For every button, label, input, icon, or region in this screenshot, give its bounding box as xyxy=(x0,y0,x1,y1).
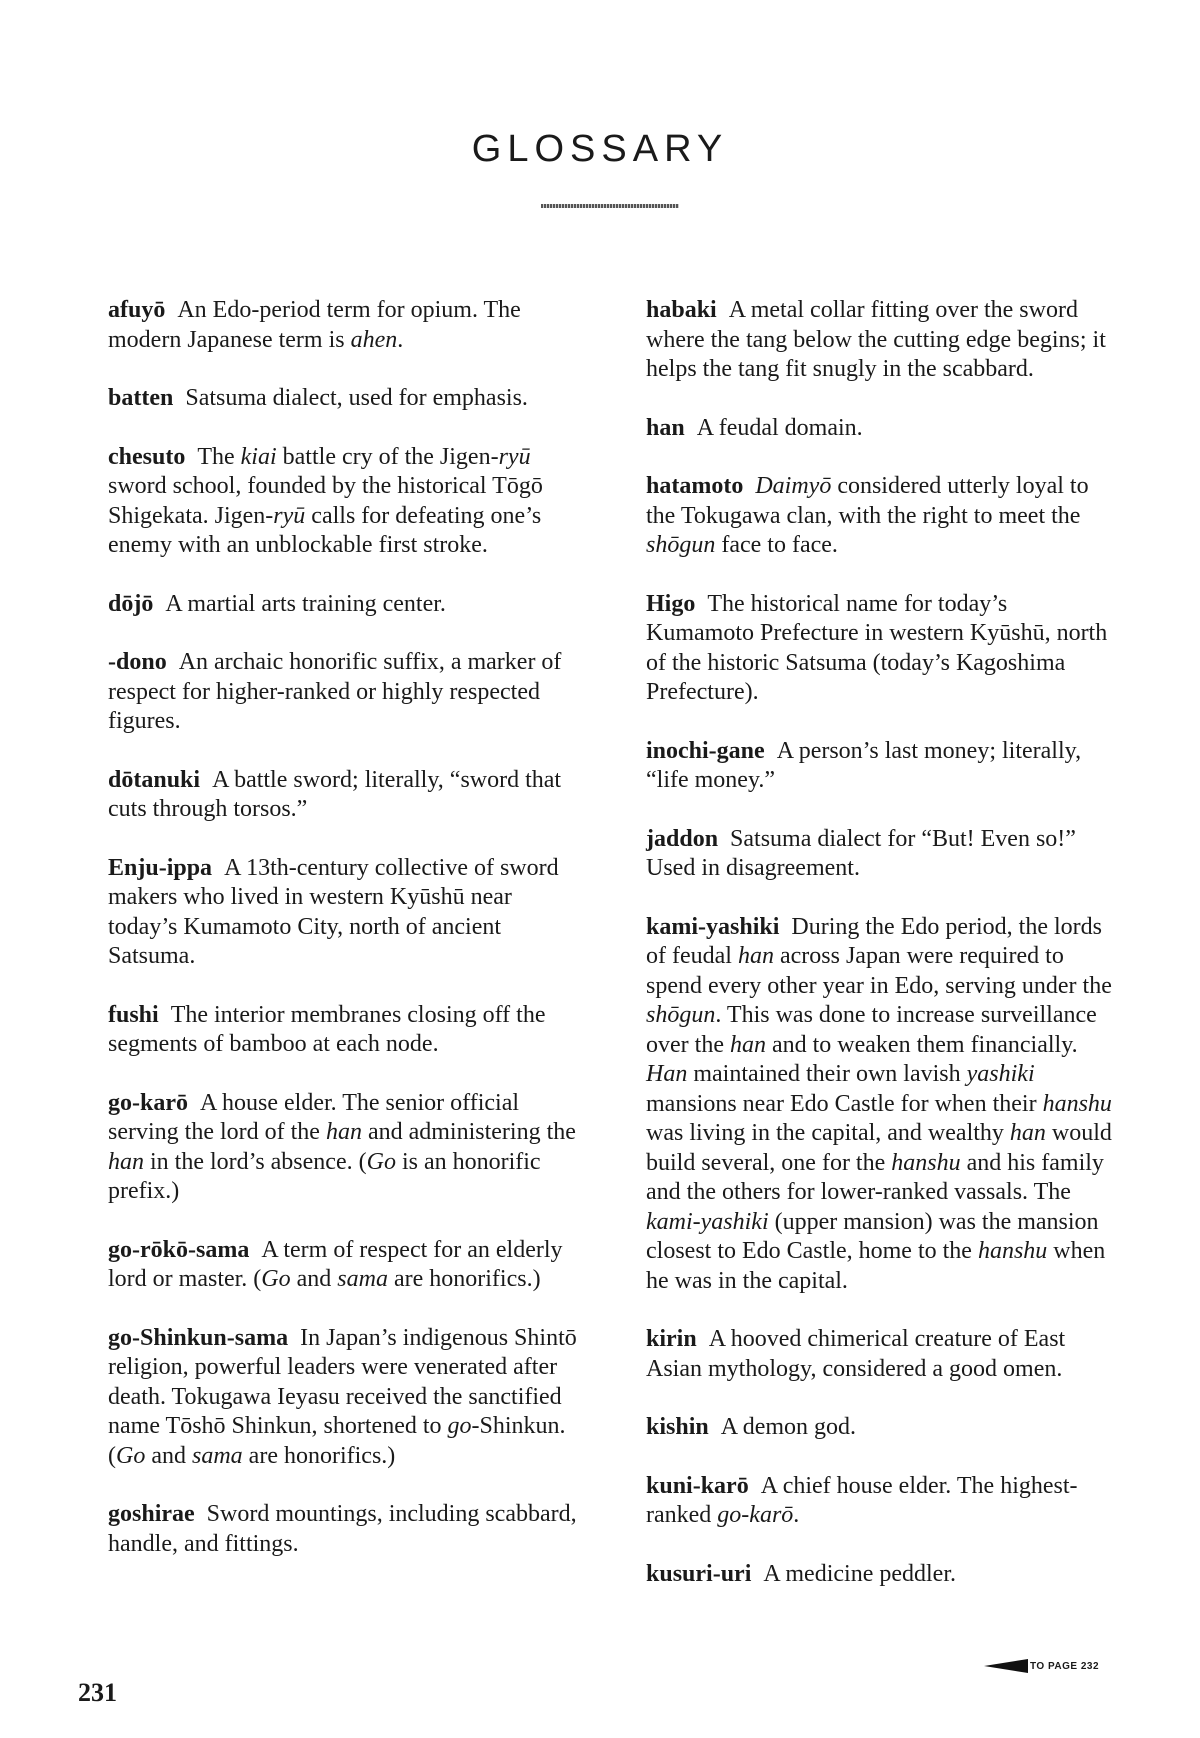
definition-text: Sword mountings, including scabbard, handle, and fittings. xyxy=(108,1501,577,1557)
definition-text: The xyxy=(197,443,241,470)
glossary-definition xyxy=(108,649,561,734)
glossary-definition xyxy=(697,415,863,441)
glossary-term: kirin xyxy=(646,1326,697,1352)
definition-text: maintained their own lavish xyxy=(687,1061,967,1087)
italic-term: han xyxy=(325,1119,362,1145)
italic-term: Go xyxy=(116,1442,146,1469)
definition-text: A house elder. The senior official serving the lord of the xyxy=(108,1089,520,1145)
glossary-entry xyxy=(108,384,586,414)
glossary-entry xyxy=(108,1001,586,1060)
glossary-entry xyxy=(646,472,1116,561)
italic-term: han xyxy=(729,1031,766,1058)
definition-text: A medicine peddler. xyxy=(763,1560,956,1587)
glossary-term: inochi-gane xyxy=(646,737,765,764)
definition-text: sword school, founded by the historical Tōgō Shigekata. Jigen- xyxy=(108,473,543,529)
title-divider xyxy=(541,204,679,208)
glossary-entry xyxy=(646,1413,1116,1443)
glossary-term: goshirae xyxy=(108,1501,195,1527)
glossary-entry xyxy=(646,737,1116,796)
glossary-term: go-rōkō-sama xyxy=(108,1236,250,1263)
glossary-entry xyxy=(108,1324,586,1472)
definition-text: A martial arts training center. xyxy=(165,590,446,617)
italic-term: kami-yashiki xyxy=(646,1208,769,1235)
glossary-entry xyxy=(646,913,1116,1297)
glossary-entry xyxy=(646,296,1116,385)
italic-term: sama xyxy=(192,1442,243,1469)
definition-text: and administering the xyxy=(361,1119,576,1145)
glossary-term: Higo xyxy=(646,590,696,617)
glossary-term: chesuto xyxy=(108,443,186,470)
glossary-term: jaddon xyxy=(646,825,719,852)
glossary-entry xyxy=(108,648,586,737)
glossary-entry xyxy=(646,1472,1116,1531)
definition-text: is an honorific prefix.) xyxy=(108,1148,541,1204)
definition-text: when he was in the capital. xyxy=(646,1238,1106,1294)
definition-text: considered utterly loyal to the Tokugawa clan, with the right to meet the xyxy=(646,473,1089,529)
glossary-left-column xyxy=(108,296,586,1588)
definition-text: A term of respect for an elderly lord or master. ( xyxy=(108,1236,563,1292)
italic-term: Han xyxy=(646,1061,688,1087)
arrow-left-icon xyxy=(984,1659,1028,1673)
glossary-entry xyxy=(108,766,586,825)
glossary-term: dōjō xyxy=(108,590,154,617)
italic-term: han xyxy=(108,1148,144,1175)
definition-text: . xyxy=(793,1502,800,1528)
next-page-label: TO PAGE 232 xyxy=(1030,1660,1100,1672)
definition-text: A metal collar fitting over the sword where the tang below the cutting edge begins; it helps the tang fit snugly in the scabbard. xyxy=(646,297,1106,382)
page-number: 231 xyxy=(78,1678,117,1707)
glossary-term: afuyō xyxy=(108,297,166,323)
definition-text: -Shinkun. ( xyxy=(108,1413,566,1469)
glossary-term: habaki xyxy=(646,297,717,323)
glossary-definition xyxy=(721,1414,856,1440)
definition-text: face to face. xyxy=(715,532,838,558)
glossary-term: go-Shinkun-sama xyxy=(108,1324,289,1351)
definition-text: A 13th-century collective of sword makers who lived in western Kyūshū near today’s Kumamoto City, north of ancient Satsuma. xyxy=(108,854,559,969)
glossary-definition xyxy=(185,385,528,411)
definition-text: in the lord’s absence. ( xyxy=(144,1148,367,1175)
glossary-entry xyxy=(108,1089,586,1207)
definition-text: and xyxy=(290,1266,338,1292)
glossary-entry xyxy=(108,590,586,620)
glossary-definition xyxy=(646,591,1107,706)
italic-term: Go xyxy=(261,1266,291,1292)
glossary-definition xyxy=(108,297,521,353)
glossary-definition xyxy=(646,914,1112,1294)
definition-text: calls for defeating one’s enemy with an unblockable first stroke. xyxy=(108,502,542,558)
definition-text: An Edo-period term for opium. The modern Japanese term is xyxy=(108,297,521,353)
italic-term: Daimyō xyxy=(755,473,832,499)
glossary-entry xyxy=(646,590,1116,708)
definition-text: Satsuma dialect for “But! Even so!” Used in disagreement. xyxy=(646,825,1076,881)
italic-term: han xyxy=(737,943,774,969)
glossary-term: kishin xyxy=(646,1414,709,1440)
definition-text: A hooved chimerical creature of East Asian mythology, considered a good omen. xyxy=(646,1326,1066,1382)
italic-term: ryū xyxy=(273,502,306,529)
glossary-entry xyxy=(646,1325,1116,1384)
definition-text: are honorifics.) xyxy=(242,1442,396,1469)
glossary-definition xyxy=(763,1561,956,1587)
definition-text: . This was done to increase surveillance over the xyxy=(646,1002,1097,1058)
glossary-term: hatamoto xyxy=(646,473,744,499)
italic-term: hanshu xyxy=(891,1149,961,1176)
glossary-entry xyxy=(646,825,1116,884)
glossary-definition xyxy=(108,1002,545,1058)
glossary-term: batten xyxy=(108,385,174,411)
glossary-entry xyxy=(108,1500,586,1559)
italic-term: han xyxy=(1009,1120,1046,1146)
definition-text: In Japan’s indigenous Shintō religion, powerful leaders were venerated after death. Tokugawa Ieyasu received the sanctified name Tōshō Shinkun, shortened to xyxy=(108,1324,577,1439)
italic-term: hanshu xyxy=(1042,1090,1112,1117)
glossary-definition xyxy=(646,1326,1065,1382)
definition-text: and his family and the others for lower-ranked vassals. The xyxy=(646,1149,1104,1205)
definition-text: are honorifics.) xyxy=(387,1266,541,1292)
glossary-term: han xyxy=(646,414,685,441)
definition-text: A person’s last money; literally, “life money.” xyxy=(646,737,1082,793)
definition-text: During the Edo period, the lords of feudal xyxy=(646,913,1102,969)
definition-text: The historical name for today’s Kumamoto Prefecture in western Kyūshū, north of the historic Satsuma (today’s Kagoshima Prefecture). xyxy=(646,590,1108,705)
definition-text: An archaic honorific suffix, a marker of respect for higher-ranked or highly respected figures. xyxy=(108,649,562,734)
definition-text: Satsuma dialect, used for emphasis. xyxy=(185,385,528,411)
definition-text: across Japan were required to spend every other year in Edo, serving under the xyxy=(646,943,1112,999)
glossary-entry xyxy=(108,296,586,355)
italic-term: ahen xyxy=(350,326,398,353)
glossary-entry xyxy=(108,1236,586,1295)
glossary-term: kusuri-uri xyxy=(646,1560,752,1587)
glossary-entry xyxy=(108,854,586,972)
glossary-term: Enju-ippa xyxy=(108,854,213,881)
definition-text: A feudal domain. xyxy=(696,414,863,441)
glossary-entry xyxy=(108,443,586,561)
italic-term: sama xyxy=(337,1266,388,1292)
page-title: GLOSSARY xyxy=(471,128,729,170)
italic-term: go xyxy=(447,1413,472,1439)
next-page-indicator xyxy=(984,1659,1099,1673)
glossary-term: dōtanuki xyxy=(108,766,201,793)
definition-text: The interior membranes closing off the segments of bamboo at each node. xyxy=(108,1001,546,1057)
glossary-term: fushi xyxy=(108,1001,159,1028)
italic-term: shōgun xyxy=(646,532,716,558)
definition-text: . xyxy=(397,326,404,353)
glossary-term: go-karō xyxy=(108,1089,188,1116)
italic-term: go-karō xyxy=(717,1502,794,1528)
glossary-definition xyxy=(165,591,446,617)
definition-text: and to weaken them financially. xyxy=(765,1031,1078,1058)
definition-text: and xyxy=(145,1442,192,1469)
definition-text: mansions near Edo Castle for when their xyxy=(646,1090,1043,1117)
glossary-right-column xyxy=(646,296,1116,1618)
definition-text: (upper mansion) was the mansion closest to Edo Castle, home to the xyxy=(646,1208,1099,1264)
definition-text: A battle sword; literally, “sword that cuts through torsos.” xyxy=(108,766,562,822)
glossary-entry xyxy=(646,1560,1116,1590)
definition-text: was living in the capital, and wealthy xyxy=(646,1120,1010,1146)
italic-term: ryū xyxy=(498,443,531,470)
glossary-term: kami-yashiki xyxy=(646,913,780,940)
italic-term: Go xyxy=(366,1148,396,1175)
italic-term: yashiki xyxy=(966,1061,1035,1087)
definition-text: A demon god. xyxy=(720,1414,857,1440)
definition-text: A chief house elder. The highest-ranked xyxy=(646,1472,1078,1528)
definition-text: battle cry of the Jigen- xyxy=(276,443,499,470)
definition-text: would build several, one for the xyxy=(646,1120,1112,1176)
glossary-term: kuni-karō xyxy=(646,1472,749,1499)
glossary-term: -dono xyxy=(108,649,167,675)
glossary-entry xyxy=(646,414,1116,444)
italic-term: hanshu xyxy=(977,1238,1048,1264)
italic-term: kiai xyxy=(240,443,277,470)
italic-term: shōgun xyxy=(646,1002,716,1028)
